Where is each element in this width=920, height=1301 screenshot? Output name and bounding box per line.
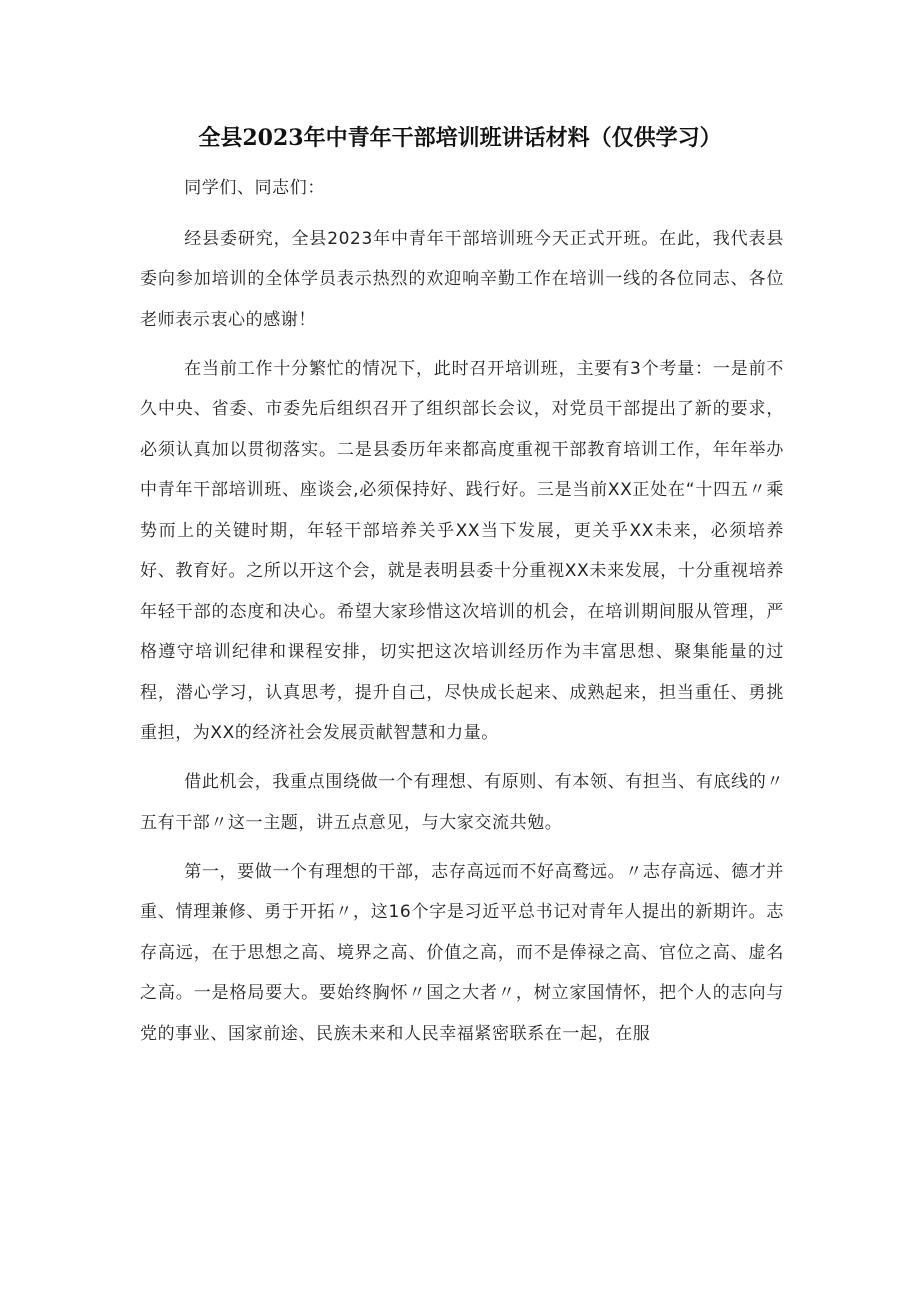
- paragraph-1: 经县委研究，全县2023年中青年干部培训班今天正式开班。在此，我代表县委向参加培训的全体学员表示热烈的欢迎响辛勤工作在培训一线的各位同志、各位老师表示衷心的感谢！: [140, 228, 784, 330]
- salutation: 同学们、同志们：: [184, 178, 325, 198]
- paragraph-3: 借此机会，我重点围绕做一个有理想、有原则、有本领、有担当、有底线的〃五有干部〃这一主题，讲五点意见，与大家交流共勉。: [140, 772, 784, 833]
- document-body: [140, 168, 784, 1063]
- paragraph-4: 第一，要做一个有理想的干部，志存高远而不好高鹜远。〃志存高远、德才并重、情理兼修、勇于开拓〃，这16个字是习近平总书记对青年人提出的新期许。志存高远，在于思想之高、境界之高、价值之高，而不是俸禄之高、官位之高、虚名之高。一是格局要大。要始终胸怀〃国之大者〃，树立家国情怀，把个人的志向与党的事业、国家前途、民族未来和人民幸福紧密联系在一起，在服: [140, 861, 784, 1044]
- paragraph-2: 在当前工作十分繁忙的情况下，此时召开培训班，主要有3个考量：一是前不久中央、省委、市委先后组织召开了组织部长会议，对党员干部提出了新的要求，必须认真加以贯彻落实。二是县委历年来都高度重视干部教育培训工作，年年举办中青年干部培训班、座谈会,必须保持好、践行好。三是当前XX正处在“十四五〃乘势而上的关键时期，年轻干部培养关乎XX当下发展，更关乎XX未来，必须培养好、教育好。之所以开这个会，就是表明县委十分重视XX未来发展，十分重视培养年轻干部的态度和决心。希望大家珍惜这次培训的机会，在培训期间服从管理，严格遵守培训纪律和课程安排，切实把这次培训经历作为丰富思想、聚集能量的过程，潜心学习，认真思考，提升自己，尽快成长起来、成熟起来，担当重任、勇挑重担，为XX的经济社会发展贡献智慧和力量。: [140, 358, 784, 743]
- document-title: 全县2023年中青年干部培训班讲话材料（仅供学习）: [198, 125, 722, 151]
